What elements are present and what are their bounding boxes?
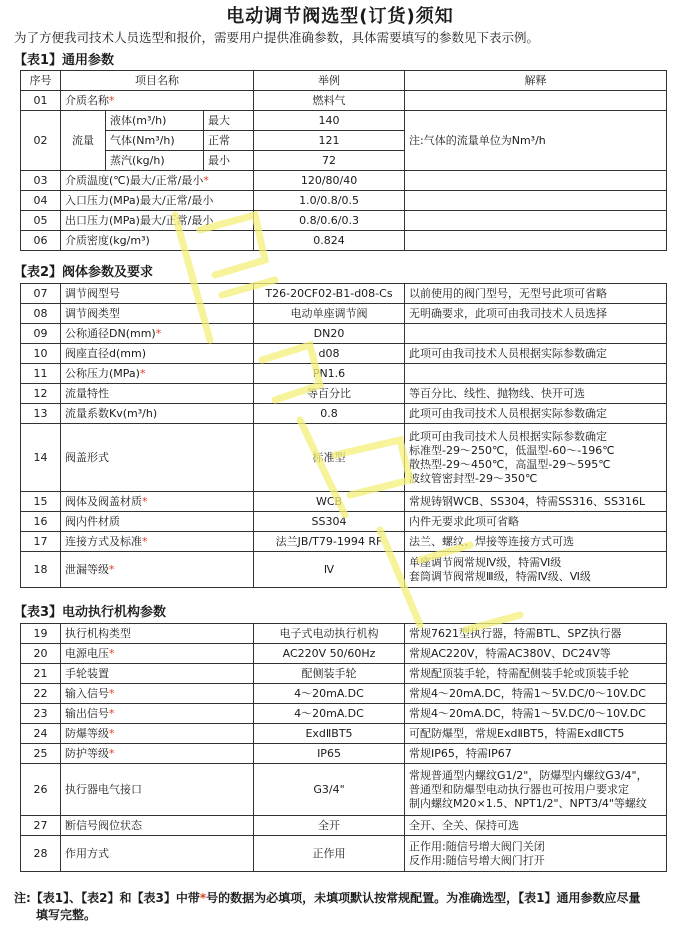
param-name: 手轮装置 bbox=[61, 664, 254, 684]
param-note: 以前使用的阀门型号，无型号此项可省略 bbox=[405, 284, 667, 304]
table-row bbox=[21, 492, 667, 512]
param-name: 公称压力(MPa)* bbox=[61, 364, 254, 384]
table-row bbox=[21, 304, 667, 324]
required-mark: * bbox=[109, 706, 115, 720]
table-row bbox=[21, 704, 667, 724]
param-note bbox=[405, 424, 667, 492]
param-name: 防护等级* bbox=[61, 744, 254, 764]
param-note: 常规AC220V，特需AC380V、DC24V等 bbox=[405, 644, 667, 664]
table-row bbox=[21, 744, 667, 764]
table-row bbox=[21, 552, 667, 588]
table-row bbox=[21, 532, 667, 552]
param-name: 执行机构类型 bbox=[61, 624, 254, 644]
table-row bbox=[21, 724, 667, 744]
table-row bbox=[21, 764, 667, 816]
param-name: 泄漏等级* bbox=[61, 552, 254, 588]
required-mark: * bbox=[199, 891, 207, 905]
table3-heading: 【表3】电动执行机构参数 bbox=[14, 605, 167, 620]
table-row bbox=[21, 512, 667, 532]
param-note: 此项可由我司技术人员根据实际参数确定 bbox=[405, 344, 667, 364]
table-row-no: 06 bbox=[21, 231, 61, 251]
table-row bbox=[21, 624, 667, 644]
flow-type-label: 气体(Nm³/h) bbox=[106, 131, 204, 151]
intro-text: 为了方便我司技术人员选型和报价，需要用户提供准确参数，具体需要填写的参数见下表示例。 bbox=[14, 30, 540, 45]
table-row-no: 26 bbox=[21, 764, 61, 816]
required-mark: * bbox=[203, 173, 209, 187]
table-row bbox=[21, 404, 667, 424]
param-name: 执行器电气接口 bbox=[61, 764, 254, 816]
table-row-no: 03 bbox=[21, 171, 61, 191]
header-name: 项目名称 bbox=[61, 71, 254, 91]
param-example: 0.824 bbox=[254, 231, 405, 251]
param-example: WCB bbox=[254, 492, 405, 512]
table-row bbox=[21, 364, 667, 384]
note-line: 单座调节阀常规Ⅳ级，特需Ⅵ级 bbox=[409, 555, 562, 569]
note-line: 普通型和防爆型电动执行器也可按用户要求定 bbox=[409, 782, 629, 796]
table-row-no: 11 bbox=[21, 364, 61, 384]
param-note: 全开、全关、保持可选 bbox=[405, 816, 667, 836]
param-example: 正作用 bbox=[254, 836, 405, 872]
table-row-no: 02 bbox=[21, 111, 61, 171]
flow-level-label: 正常 bbox=[204, 131, 254, 151]
table-row-no: 04 bbox=[21, 191, 61, 211]
table-row-no: 28 bbox=[21, 836, 61, 872]
param-name: 出口压力(MPa)最大/正常/最小 bbox=[61, 211, 254, 231]
param-name: 电源电压* bbox=[61, 644, 254, 664]
page-title: 电动调节阀选型(订货)须知 bbox=[226, 6, 454, 27]
footnote: 注:【表1】、【表2】和【表3】中带*号的数据为必填项，未填项默认按常规配置。为准确选型，【表1】通用参数应尽量 填写完整。 bbox=[14, 891, 641, 922]
table-row bbox=[21, 836, 667, 872]
param-note: 无明确要求，此项可由我司技术人员选择 bbox=[405, 304, 667, 324]
table-row-no: 27 bbox=[21, 816, 61, 836]
param-name: 介质密度(kg/m³) bbox=[61, 231, 254, 251]
param-note bbox=[405, 364, 667, 384]
param-name: 调节阀类型 bbox=[61, 304, 254, 324]
param-example: d08 bbox=[254, 344, 405, 364]
table-row bbox=[21, 284, 667, 304]
param-name: 入口压力(MPa)最大/正常/最小 bbox=[61, 191, 254, 211]
table2-valve-params bbox=[20, 283, 667, 588]
table-row-no: 05 bbox=[21, 211, 61, 231]
note-line: 常规普通型内螺纹G1/2"，防爆型内螺纹G3/4"， bbox=[409, 768, 648, 782]
required-mark: * bbox=[139, 366, 146, 380]
param-note bbox=[405, 231, 667, 251]
param-example: 等百分比 bbox=[254, 384, 405, 404]
param-name: 流量 bbox=[61, 111, 106, 171]
flow-level-label: 最大 bbox=[204, 111, 254, 131]
required-mark: * bbox=[109, 93, 115, 107]
note-line: 波纹管密封型-29～350℃ bbox=[409, 471, 538, 485]
table-row-no: 01 bbox=[21, 91, 61, 111]
table-row-no: 18 bbox=[21, 552, 61, 588]
param-example: 0.8 bbox=[254, 404, 405, 424]
table-row bbox=[21, 816, 667, 836]
param-name: 介质温度(℃)最大/正常/最小* bbox=[61, 171, 254, 191]
param-note: 常规4～20mA.DC，特需1～5V.DC/0～10V.DC bbox=[405, 704, 667, 724]
table-row bbox=[21, 424, 667, 492]
table-row-no: 25 bbox=[21, 744, 61, 764]
param-example: G3/4" bbox=[254, 764, 405, 816]
param-name: 断信号阀位状态 bbox=[61, 816, 254, 836]
note-line: 散热型-29～450℃，高温型-29～595℃ bbox=[409, 457, 611, 471]
param-note bbox=[405, 171, 667, 191]
param-name: 输出信号* bbox=[61, 704, 254, 724]
param-note: 常规4～20mA.DC，特需1～5V.DC/0～10V.DC bbox=[405, 684, 667, 704]
required-mark: * bbox=[109, 726, 115, 740]
table-row-no: 22 bbox=[21, 684, 61, 704]
param-example: 全开 bbox=[254, 816, 405, 836]
param-note: 常规铸钢WCB、SS304，特需SS316、SS316L bbox=[405, 492, 667, 512]
param-example: 4～20mA.DC bbox=[254, 704, 405, 724]
param-name: 阀内件材质 bbox=[61, 512, 254, 532]
param-example: 配侧装手轮 bbox=[254, 664, 405, 684]
note-line: 制内螺纹M20×1.5、NPT1/2"、NPT3/4"等螺纹 bbox=[409, 796, 647, 810]
param-name: 阀盖形式 bbox=[61, 424, 254, 492]
table-row-no: 20 bbox=[21, 644, 61, 664]
table-row bbox=[21, 644, 667, 664]
flow-value: 140 bbox=[254, 111, 405, 131]
table-row-no: 24 bbox=[21, 724, 61, 744]
param-note: 常规7621型执行器，特需BTL、SPZ执行器 bbox=[405, 624, 667, 644]
param-example: 4～20mA.DC bbox=[254, 684, 405, 704]
param-note bbox=[405, 211, 667, 231]
table-row-no: 07 bbox=[21, 284, 61, 304]
param-name: 调节阀型号 bbox=[61, 284, 254, 304]
param-example: 0.8/0.6/0.3 bbox=[254, 211, 405, 231]
param-name: 作用方式 bbox=[61, 836, 254, 872]
param-note bbox=[405, 191, 667, 211]
param-name: 介质名称* bbox=[61, 91, 254, 111]
flow-level-label: 最小 bbox=[204, 151, 254, 171]
param-example: 1.0/0.8/0.5 bbox=[254, 191, 405, 211]
table1-general-params bbox=[20, 70, 667, 251]
param-note bbox=[405, 764, 667, 816]
param-example: Ⅳ bbox=[254, 552, 405, 588]
flow-type-label: 液体(m³/h) bbox=[106, 111, 204, 131]
note-line: 此项可由我司技术人员根据实际参数确定 bbox=[409, 429, 607, 443]
param-note: 此项可由我司技术人员根据实际参数确定 bbox=[405, 404, 667, 424]
param-example: 电动单座调节阀 bbox=[254, 304, 405, 324]
param-example: 标准型 bbox=[254, 424, 405, 492]
param-example: 120/80/40 bbox=[254, 171, 405, 191]
param-note: 注:气体的流量单位为Nm³/h bbox=[405, 111, 667, 171]
param-example: 法兰JB/T79-1994 RF bbox=[254, 532, 405, 552]
table2-heading: 【表2】阀体参数及要求 bbox=[14, 265, 154, 280]
param-note bbox=[405, 836, 667, 872]
param-note bbox=[405, 324, 667, 344]
param-name: 公称通径DN(mm)* bbox=[61, 324, 254, 344]
param-name: 阀体及阀盖材质* bbox=[61, 492, 254, 512]
table-row bbox=[21, 664, 667, 684]
param-note bbox=[405, 91, 667, 111]
flow-value: 121 bbox=[254, 131, 405, 151]
param-note: 等百分比、线性、抛物线、快开可选 bbox=[405, 384, 667, 404]
table-row-no: 14 bbox=[21, 424, 61, 492]
param-name: 流量特性 bbox=[61, 384, 254, 404]
required-mark: * bbox=[109, 646, 115, 660]
table-row-no: 19 bbox=[21, 624, 61, 644]
table-row-no: 08 bbox=[21, 304, 61, 324]
table-row bbox=[21, 344, 667, 364]
param-example: DN20 bbox=[254, 324, 405, 344]
param-name: 阀座直径d(mm) bbox=[61, 344, 254, 364]
table1-heading: 【表1】通用参数 bbox=[14, 53, 115, 68]
param-name: 连接方式及标准* bbox=[61, 532, 254, 552]
table-row-no: 10 bbox=[21, 344, 61, 364]
table-row-no: 21 bbox=[21, 664, 61, 684]
param-note: 常规配顶装手轮，特需配侧装手轮或顶装手轮 bbox=[405, 664, 667, 684]
param-name: 输入信号* bbox=[61, 684, 254, 704]
param-example: 燃料气 bbox=[254, 91, 405, 111]
required-mark: * bbox=[155, 326, 162, 340]
header-no: 序号 bbox=[21, 71, 61, 91]
param-name: 流量系数Kv(m³/h) bbox=[61, 404, 254, 424]
required-mark: * bbox=[109, 746, 115, 760]
table-row bbox=[21, 324, 667, 344]
note-line: 反作用:随信号增大阀门打开 bbox=[409, 853, 545, 867]
flow-type-label: 蒸汽(kg/h) bbox=[106, 151, 204, 171]
table-row-no: 16 bbox=[21, 512, 61, 532]
param-name: 防爆等级* bbox=[61, 724, 254, 744]
param-note bbox=[405, 552, 667, 588]
table-row-no: 12 bbox=[21, 384, 61, 404]
note-line: 标准型-29～250℃，低温型-60～-196℃ bbox=[409, 443, 615, 457]
required-mark: * bbox=[142, 534, 148, 548]
table-row-no: 23 bbox=[21, 704, 61, 724]
table-row-no: 13 bbox=[21, 404, 61, 424]
flow-value: 72 bbox=[254, 151, 405, 171]
param-example: IP65 bbox=[254, 744, 405, 764]
required-mark: * bbox=[142, 494, 148, 508]
param-note: 内件无要求此项可省略 bbox=[405, 512, 667, 532]
param-example: PN1.6 bbox=[254, 364, 405, 384]
param-example: T26-20CF02-B1-d08-Cs bbox=[254, 284, 405, 304]
param-note: 法兰、螺纹、焊接等连接方式可选 bbox=[405, 532, 667, 552]
table-row-no: 17 bbox=[21, 532, 61, 552]
table-row bbox=[21, 684, 667, 704]
param-example: ExdⅡBT5 bbox=[254, 724, 405, 744]
param-note: 可配防爆型，常规ExdⅡBT5，特需ExdⅡCT5 bbox=[405, 724, 667, 744]
table-row-no: 15 bbox=[21, 492, 61, 512]
table-row-no: 09 bbox=[21, 324, 61, 344]
table3-actuator-params bbox=[20, 623, 667, 872]
note-line: 套筒调节阀常规Ⅲ级，特需Ⅳ级、Ⅵ级 bbox=[409, 569, 591, 583]
param-example: AC220V 50/60Hz bbox=[254, 644, 405, 664]
param-example: 电子式电动执行机构 bbox=[254, 624, 405, 644]
param-note: 常规IP65，特需IP67 bbox=[405, 744, 667, 764]
note-line: 正作用:随信号增大阀门关闭 bbox=[409, 839, 545, 853]
required-mark: * bbox=[109, 562, 115, 576]
header-explain: 解释 bbox=[405, 71, 667, 91]
header-example: 举例 bbox=[254, 71, 405, 91]
param-example: SS304 bbox=[254, 512, 405, 532]
table-row bbox=[21, 384, 667, 404]
required-mark: * bbox=[109, 686, 115, 700]
